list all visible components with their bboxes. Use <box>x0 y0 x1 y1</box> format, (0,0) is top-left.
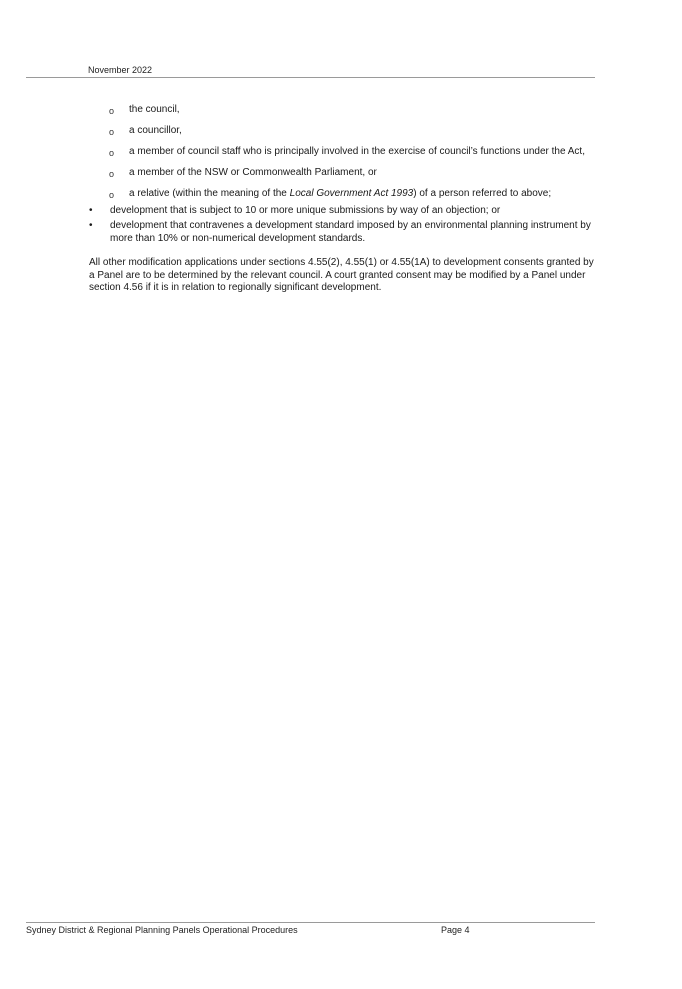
sub-item-relative <box>89 188 594 201</box>
act-title: Local Government Act 1993 <box>289 188 414 199</box>
bullet-item-contravenes <box>89 220 594 245</box>
sub-item-text: a councillor, <box>129 125 182 136</box>
circle-bullet-icon: o <box>109 106 115 116</box>
circle-bullet-icon: o <box>109 169 115 179</box>
circle-bullet-icon: o <box>109 127 115 137</box>
sub-item-text: a member of the NSW or Commonwealth Parliament, or <box>129 167 377 178</box>
bullet-item-submissions <box>89 205 594 218</box>
document-body <box>89 104 594 305</box>
header-rule <box>26 77 595 78</box>
sub-item-text: a member of council staff who is principally involved in the exercise of council’s functions under the Act, <box>129 146 585 157</box>
sub-item-text: the council, <box>129 104 180 115</box>
sub-item-text-before: a relative (within the meaning of the <box>129 188 290 199</box>
header-date: November 2022 <box>88 65 153 75</box>
page-number: Page 4 <box>441 925 470 935</box>
bullet-list <box>89 205 594 246</box>
sub-item-parliament <box>89 167 594 180</box>
footer-title: Sydney District & Regional Planning Panels Operational Procedures <box>26 925 298 935</box>
circle-bullet-icon: o <box>109 148 115 158</box>
sub-item-council <box>89 104 594 117</box>
body-paragraph: All other modification applications under sections 4.55(2), 4.55(1) or 4.55(1A) to development consents granted by a Panel are to be determined by the relevant council. A court granted consent may be modified by a Panel under section 4.56 if it is in relation to regionally significant development. <box>89 257 594 293</box>
bullet-icon: • <box>89 220 93 231</box>
bullet-text: development that contravenes a development standard imposed by an environmental planning instrument by more than 10% or non-numerical development standards. <box>110 220 591 244</box>
sub-item-text-after: ) of a person referred to above; <box>413 188 552 199</box>
sub-item-list <box>89 104 594 201</box>
footer-rule <box>26 922 595 923</box>
sub-item-councillor <box>89 125 594 138</box>
bullet-text: development that is subject to 10 or more unique submissions by way of an objection; or <box>110 204 501 216</box>
circle-bullet-icon: o <box>109 190 115 200</box>
sub-item-council-staff <box>89 146 594 159</box>
bullet-icon: • <box>89 204 93 216</box>
